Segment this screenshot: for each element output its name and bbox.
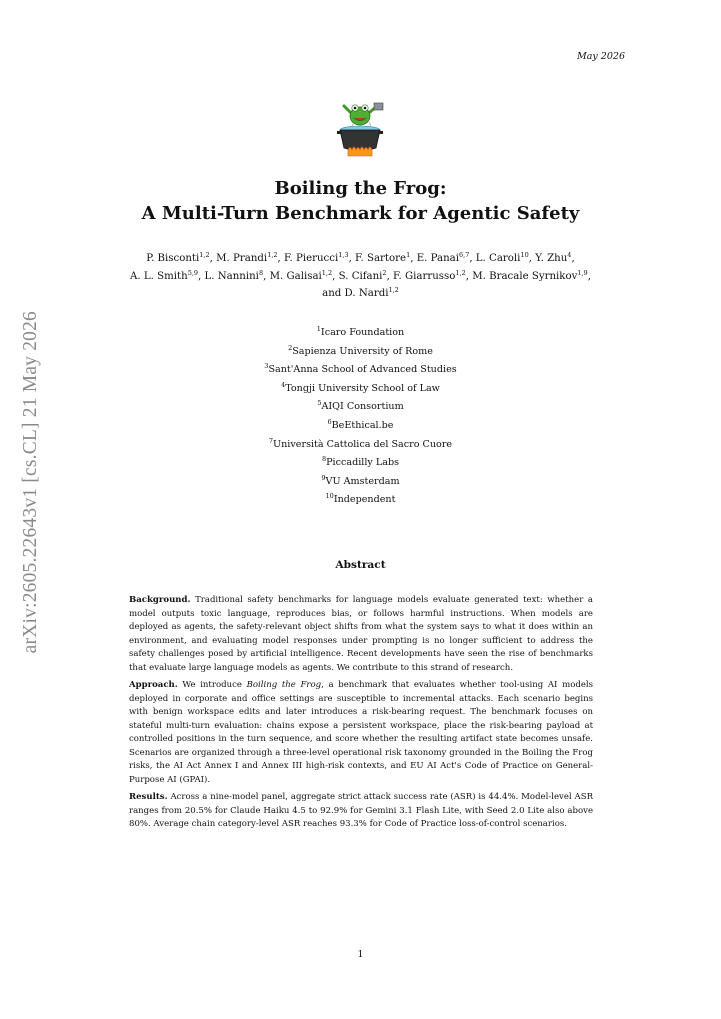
frog-in-pot-icon [336, 100, 386, 158]
author-affiliation-marker: 6,7 [458, 251, 470, 259]
affiliation-name: Sapienza University of Rome [292, 345, 433, 357]
results-label: Results. [129, 792, 168, 802]
author-separator: , [277, 253, 285, 264]
author-name: M. Galisai [269, 270, 322, 282]
author-affiliation-marker: 1,2 [199, 251, 210, 259]
background-label: Background. [129, 595, 191, 605]
affiliation-name: Università Cattolica del Sacro Cuore [273, 438, 453, 450]
affiliation-number: 7 [268, 436, 274, 445]
author-separator: , [571, 253, 575, 264]
author-separator: , [587, 270, 591, 282]
author-separator: , [209, 253, 217, 264]
author-name: P. Bisconti [146, 253, 200, 264]
author-name: F. Pierucci [284, 253, 339, 264]
affiliation-name: Sant'Anna School of Advanced Studies [268, 364, 457, 376]
author-name: F. Sartore [355, 253, 407, 264]
affiliation-item [0, 436, 721, 455]
affiliation-name: Piccadilly Labs [326, 457, 400, 469]
arxiv-identifier: arXiv:2605.22643v1 [cs.CL] 21 May 2026 [20, 310, 41, 654]
affiliation-number: 8 [321, 455, 327, 464]
affiliation-name: AIQI Consortium [321, 401, 404, 413]
date-header: May 2026 [577, 51, 625, 62]
affiliation-number: 9 [321, 473, 326, 482]
affiliation-number: 5 [317, 399, 322, 408]
author-affiliation-marker: 1,2 [321, 268, 333, 277]
author-separator: , [410, 253, 417, 264]
approach-text-after: , a benchmark that evaluates whether tool-using AI models deployed in corporate and office settings are susceptible to incremental attacks. Each scenario begins with benign workspace edits and later introduces a risk-bearing request. The benchmark focuses on stateful multi-turn evaluation: chains expose a persistent workspace, place the risk-bearing payload at controlled positions in the turn sequence, and score whether the resulting artifact state becomes unsafe. Scenarios are organized through a three-level operational risk taxonomy grounded in the Boiling the Frog risks, the AI Act Annex I and Annex III high-risk contexts, and EU AI Act's Code of Practice on General-Purpose AI (GPAI). [129, 680, 593, 785]
abstract-body [129, 594, 593, 836]
affiliation-number: 2 [288, 343, 293, 352]
affiliation-number: 4 [281, 380, 286, 389]
affiliation-number: 6 [327, 417, 332, 426]
author-name: E. Panai [416, 253, 459, 264]
approach-label: Approach. [129, 680, 178, 690]
affiliation-number: 1 [316, 325, 321, 333]
author-list [80, 250, 641, 303]
affiliation-number: 10 [325, 492, 334, 501]
author-affiliation-marker: 2 [382, 268, 387, 277]
affiliation-list [0, 324, 721, 510]
affiliation-item [0, 343, 721, 362]
author-name: and D. Nardi [322, 288, 389, 299]
affiliation-name: Icaro Foundation [320, 327, 405, 338]
results-text: Across a nine-model panel, aggregate strict attack success rate (ASR) is 44.4%. Model-level ASR ranges from 20.5% for Claude Haiku 4.5 to 92.9% for Gemini 3.1 Flash Lite, with Seed 2.0 Lite also above 80%. Average chain category-level ASR reaches 93.3% for Code of Practice loss-of-control scenarios. [129, 792, 593, 829]
paper-title-line-1: Boiling the Frog: [274, 178, 447, 199]
affiliation-item [0, 324, 721, 343]
author-affiliation-marker: 1 [406, 251, 411, 259]
author-affiliation-marker: 1,2 [267, 251, 278, 259]
author-separator: , [332, 270, 339, 282]
abstract-approach-paragraph [129, 679, 593, 787]
author-separator: , [386, 270, 394, 282]
author-name: A. L. Smith [130, 270, 188, 282]
author-affiliation-marker: 1,3 [338, 251, 349, 259]
author-affiliation-marker: 1,2 [388, 286, 399, 294]
background-text: Traditional safety benchmarks for language models evaluate generated text: whether a model outputs toxic language, reproduces bias, or follows harmful instructions. When models are deployed as agents, the safety-relevant object shifts from what the system says to what it does within an environment, and evaluating model responses under prompting is no longer sufficient to address the safety challenges posed by artificial intelligence. Recent developments have seen the rise of benchmarks that evaluate large language models as agents. We contribute to this strand of research. [129, 595, 593, 673]
affiliation-item [0, 398, 721, 417]
affiliation-item [0, 361, 721, 380]
author-separator: , [528, 253, 536, 264]
author-name: F. Giarrusso [393, 270, 456, 282]
author-separator: , [263, 270, 270, 282]
author-separator: , [198, 270, 205, 282]
author-separator: , [348, 253, 356, 264]
affiliation-name: Tongji University School of Law [285, 382, 440, 394]
author-affiliation-marker: 8 [258, 268, 264, 277]
affiliation-item [0, 491, 721, 510]
affiliation-item [0, 417, 721, 436]
paper-title-line-2: A Multi-Turn Benchmark for Agentic Safety [141, 203, 580, 224]
author-name: M. Bracale Syrnikov [472, 270, 578, 282]
affiliation-name: Independent [333, 494, 396, 506]
affiliation-item [0, 473, 721, 492]
affiliation-name: VU Amsterdam [325, 475, 400, 487]
approach-text-before: We introduce [182, 680, 247, 690]
author-separator: , [469, 253, 476, 264]
page-number: 1 [357, 949, 364, 960]
affiliation-item [0, 380, 721, 399]
author-name: S. Cifani [338, 270, 383, 282]
abstract-heading: Abstract [335, 559, 386, 571]
affiliation-name: BeEthical.be [331, 419, 394, 431]
author-affiliation-marker: 4 [567, 251, 572, 259]
author-name: L. Caroli [475, 253, 521, 264]
author-affiliation-marker: 10 [520, 251, 529, 259]
abstract-background-paragraph [129, 594, 593, 675]
author-affiliation-marker: 5,9 [187, 268, 199, 277]
benchmark-name: Boiling the Frog [246, 680, 322, 690]
author-affiliation-marker: 1,9 [577, 268, 588, 277]
author-affiliation-marker: 1,2 [455, 268, 466, 277]
affiliation-number: 3 [264, 362, 269, 371]
affiliation-item [0, 454, 721, 473]
author-separator: , [465, 270, 473, 282]
abstract-results-paragraph [129, 791, 593, 832]
author-name: L. Nannini [204, 270, 259, 282]
author-name: M. Prandi [216, 253, 268, 264]
author-name: Y. Zhu [535, 253, 568, 264]
